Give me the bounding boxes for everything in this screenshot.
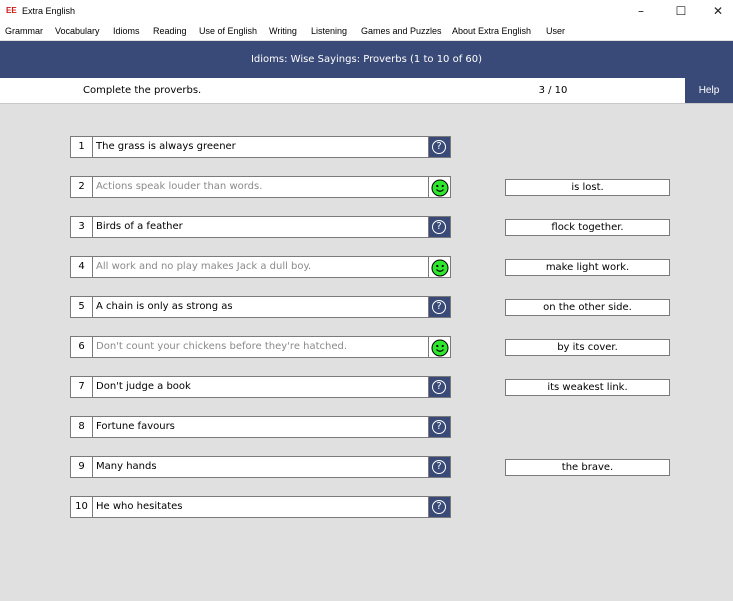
question-mark-icon: ?: [432, 500, 446, 514]
hint-button[interactable]: [429, 136, 451, 158]
hint-button[interactable]: [429, 376, 451, 398]
menu-writing[interactable]: Writing: [269, 26, 297, 36]
close-button[interactable]: ✕: [712, 4, 724, 18]
question-text: Fortune favours: [93, 416, 429, 438]
question-text: All work and no play makes Jack a dull boy.: [93, 256, 429, 278]
question-mark-icon: ?: [432, 220, 446, 234]
menu-user[interactable]: User: [546, 26, 566, 36]
menu-idioms[interactable]: Idioms: [113, 26, 140, 36]
question-number: 3: [70, 216, 93, 238]
hint-button[interactable]: [429, 496, 451, 518]
menu-games-and-puzzles[interactable]: Games and Puzzles: [361, 26, 442, 36]
answer-option[interactable]: is lost.: [505, 179, 670, 196]
app-logo-icon: EE: [6, 6, 17, 15]
question-number: 6: [70, 336, 93, 358]
question-text: Many hands: [93, 456, 429, 478]
question-mark-icon: ?: [432, 140, 446, 154]
instruction-text: Complete the proverbs.: [83, 85, 202, 96]
question-number: 9: [70, 456, 93, 478]
question-text: Actions speak louder than words.: [93, 176, 429, 198]
question-text: He who hesitates: [93, 496, 429, 518]
question-number: 8: [70, 416, 93, 438]
menu-listening[interactable]: Listening: [311, 26, 348, 36]
smiley-icon: [429, 336, 451, 358]
question-number: 4: [70, 256, 93, 278]
smiley-icon: [429, 176, 451, 198]
menu-reading[interactable]: Reading: [153, 26, 187, 36]
minimize-button[interactable]: –: [638, 4, 644, 18]
menu-use-of-english[interactable]: Use of English: [199, 26, 258, 36]
answer-option[interactable]: the brave.: [505, 459, 670, 476]
answer-option[interactable]: on the other side.: [505, 299, 670, 316]
question-text: Birds of a feather: [93, 216, 429, 238]
menu-about-extra-english[interactable]: About Extra English: [452, 26, 532, 36]
question-mark-icon: ?: [432, 420, 446, 434]
question-mark-icon: ?: [432, 460, 446, 474]
hint-button[interactable]: [429, 456, 451, 478]
instruction-bar: [0, 78, 733, 104]
answer-option[interactable]: make light work.: [505, 259, 670, 276]
answer-option[interactable]: its weakest link.: [505, 379, 670, 396]
menu-vocabulary[interactable]: Vocabulary: [55, 26, 100, 36]
maximize-button[interactable]: ☐: [675, 4, 687, 18]
question-text: Don't count your chickens before they're hatched.: [93, 336, 429, 358]
question-text: The grass is always greener: [93, 136, 429, 158]
hint-button[interactable]: [429, 216, 451, 238]
progress-counter: 3 / 10: [538, 85, 568, 96]
question-number: 7: [70, 376, 93, 398]
question-text: A chain is only as strong as: [93, 296, 429, 318]
answer-option[interactable]: flock together.: [505, 219, 670, 236]
title-bar: [0, 0, 733, 22]
exercise-title: Idioms: Wise Sayings: Proverbs (1 to 10 of 60): [0, 41, 733, 78]
question-mark-icon: ?: [432, 300, 446, 314]
menu-grammar[interactable]: Grammar: [5, 26, 43, 36]
answer-option[interactable]: by its cover.: [505, 339, 670, 356]
hint-button[interactable]: [429, 416, 451, 438]
smiley-icon: [429, 256, 451, 278]
window-title: Extra English: [22, 6, 76, 16]
question-number: 5: [70, 296, 93, 318]
help-button[interactable]: Help: [685, 78, 733, 103]
question-text: Don't judge a book: [93, 376, 429, 398]
question-number: 1: [70, 136, 93, 158]
menu-bar: [0, 22, 733, 40]
question-number: 10: [70, 496, 93, 518]
hint-button[interactable]: [429, 296, 451, 318]
question-number: 2: [70, 176, 93, 198]
question-mark-icon: ?: [432, 380, 446, 394]
